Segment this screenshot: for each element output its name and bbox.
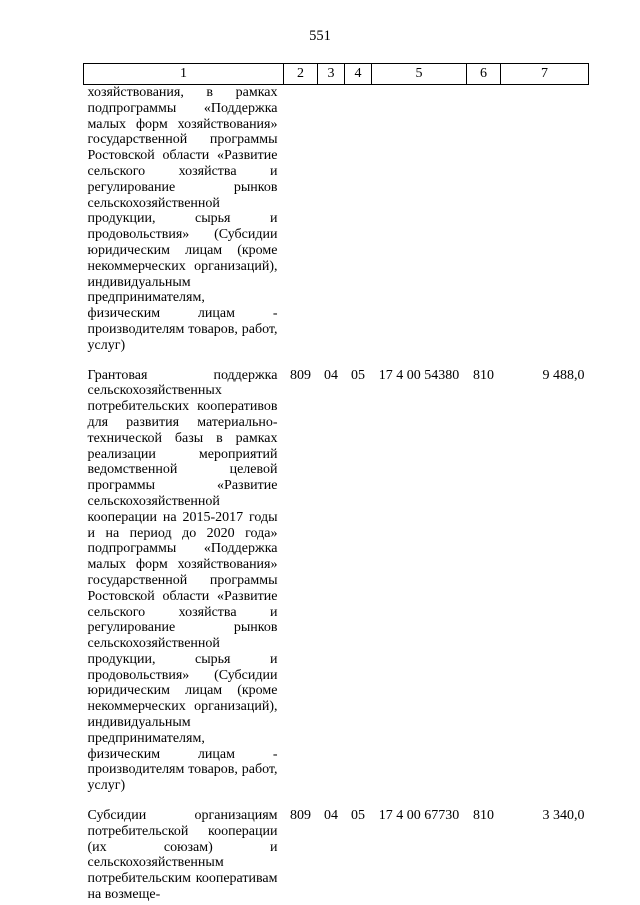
table-row xyxy=(84,808,589,903)
column-header: 2 xyxy=(284,64,318,85)
row-name: Субсидии организациям потребительской кооперации (их союзам) и сельскохозяйственным потребительским кооперативам на возмеще- xyxy=(87,808,278,903)
target-article-code: 17 4 00 54380 xyxy=(378,367,460,383)
column-header: 7 xyxy=(501,64,589,85)
row-spacer xyxy=(84,354,589,368)
page-number: 551 xyxy=(309,28,331,44)
column-header: 6 xyxy=(467,64,501,85)
amount: 9 488,0 xyxy=(542,367,585,383)
ministry-code: 809 xyxy=(290,367,311,383)
column-header: 4 xyxy=(345,64,372,85)
amount xyxy=(501,85,589,354)
column-number-row xyxy=(84,64,589,85)
subsection-code: 05 xyxy=(351,367,365,383)
table-row xyxy=(84,85,589,354)
section-code xyxy=(318,85,345,354)
column-header: 1 xyxy=(84,64,284,85)
subsection-code xyxy=(345,85,372,354)
expense-type-code: 810 xyxy=(473,367,494,383)
amount: 3 340,0 xyxy=(542,808,585,824)
budget-table xyxy=(83,63,589,903)
row-name: хозяйствования, в рамках подпрограммы «Поддержка малых форм хозяйствования» государственной программы Ростовской области «Развитие сельского хозяйства и регулирование рынков сельскохозяйственной продукции, сырья и продовольствия» (Субсидии юридическим лицам (кроме некоммерческих организаций), индивидуальным предпринимателям, физическим лицам - производителям товаров, работ, услуг) xyxy=(87,85,278,353)
target-article-code: 17 4 00 67730 xyxy=(378,808,460,824)
ministry-code: 809 xyxy=(290,808,311,824)
column-header: 3 xyxy=(318,64,345,85)
table-row xyxy=(84,368,589,795)
section-code: 04 xyxy=(324,367,338,383)
subsection-code: 05 xyxy=(351,808,365,824)
section-code: 04 xyxy=(324,808,338,824)
column-header: 5 xyxy=(372,64,467,85)
target-article-code xyxy=(372,85,467,354)
row-name: Грантовая поддержка сельскохозяйственных потребительских кооперативов для развития материально-технической базы в рамках реализации мероприятий ведомственной целевой программы «Развитие сельскохозяйственной кооперации на 2015-2017 годы и на период до 2020 года» подпрограммы «Поддержка малых форм хозяйствования» государственной программы Ростовской области «Развитие сельского хозяйства и регулирование рынков сельскохозяйственной продукции, сырья и продовольствия» (Субсидии юридическим лицам (кроме некоммерческих организаций), индивидуальным предпринимателям, физическим лицам - производителям товаров, работ, услуг) xyxy=(87,367,278,794)
expense-type-code xyxy=(467,85,501,354)
ministry-code xyxy=(284,85,318,354)
expense-type-code: 810 xyxy=(473,808,494,824)
row-spacer xyxy=(84,794,589,808)
